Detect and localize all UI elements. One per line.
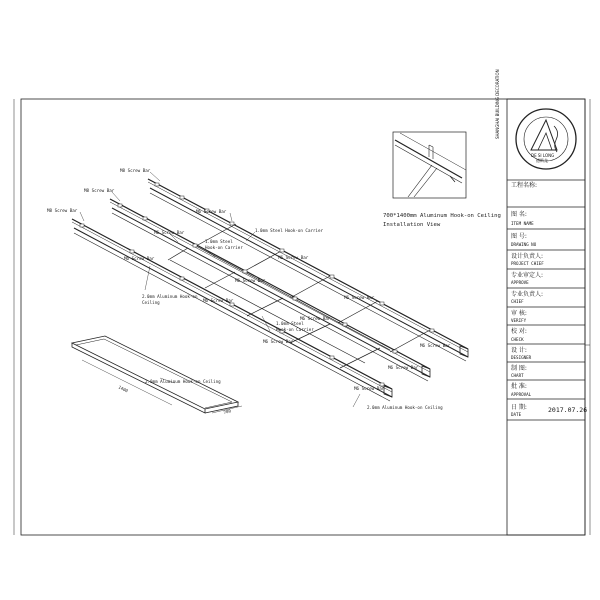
label-steel-carrier-low-l2: Hook-on Carrier (276, 327, 314, 332)
tb-item-name-cn: 图 名: (511, 211, 527, 218)
label-m6-screw-bar-12: M6 Screw Bar (354, 386, 385, 391)
label-m6-screw-bar-4: M6 Screw Bar (278, 255, 309, 260)
tb-project-chief-en: PROJECT CHIEF (511, 261, 544, 266)
label-m6-screw-bar-9: M6 Screw Bar (263, 339, 294, 344)
tb-verify-cn: 审 核: (511, 310, 527, 317)
label-aluminum-ceiling-l2: Ceiling (142, 300, 160, 305)
label-aluminum-ceiling-l1: 2.0mm Aluminum Hook-on (142, 294, 198, 299)
title-block (507, 99, 588, 535)
tb-chief-cn: 专业负责人: (511, 291, 544, 298)
detail-inset (393, 132, 466, 198)
tb-chart-en: CHART (511, 373, 524, 378)
label-m6-screw-bar-11: M6 Screw Bar (388, 365, 419, 370)
label-steel-carrier-low-l1: 1.0mm Steel (276, 321, 304, 326)
tb-designer-cn: 设 计: (511, 347, 527, 354)
tb-project-name: 工程名称: (511, 182, 538, 189)
aluminum-panel (72, 336, 238, 413)
drawing-title-line2: Installation View (383, 222, 441, 228)
tb-approve-cn: 专业审定人: (511, 272, 544, 279)
tb-date-en: DATE (511, 412, 522, 417)
tb-verify-en: VERIFY (511, 318, 527, 323)
dim-length-label: 1400 (117, 384, 129, 394)
label-steel-carrier-mid-l2: Hook-on Carrier (205, 245, 243, 250)
tb-drawing-no-cn: 图 号: (511, 233, 527, 240)
label-steel-carrier-mid-l1: 1.0mm Steel (205, 239, 233, 244)
tb-chart-cn: 制 图: (511, 365, 527, 372)
label-m6-screw-bar-1: M6 Screw Bar (196, 209, 227, 214)
label-m6-screw-bar-3: M6 Screw Bar (124, 256, 155, 261)
tb-chief-en: CHIEF (511, 299, 524, 304)
logo-name-en: DE SI LONG (531, 153, 555, 158)
drawing-title-line1: 700*1400mm Aluminum Hook-on Ceiling (383, 213, 501, 219)
label-m8-screw-bar-mid: M8 Screw Bar (84, 188, 115, 193)
label-m6-screw-bar-6: M6 Screw Bar (203, 298, 234, 303)
tb-project-chief-cn: 设计负责人: (511, 253, 544, 260)
label-m6-screw-bar-8: M6 Screw Bar (300, 316, 331, 321)
tb-item-name-en: ITEM NAME (511, 221, 534, 226)
label-steel-carrier-top: 1.0mm Steel Hook-on Carrier (255, 228, 324, 233)
tb-drawing-no-en: DRAWING NO (511, 242, 537, 247)
tb-designer-en: DESIGNER (511, 355, 532, 360)
end-brackets (384, 346, 468, 397)
tb-check-cn: 校 对: (511, 328, 527, 335)
tb-date-cn: 日 期: (511, 404, 527, 411)
label-m6-screw-bar-10: M6 Screw Bar (420, 343, 451, 348)
label-m6-screw-bar-5: M6 Screw Bar (235, 278, 266, 283)
tb-date-value: 2017.07.26 (548, 406, 588, 414)
tb-approval-en: APPROVAL (511, 392, 532, 397)
tb-approve-en: APPROVE (511, 280, 529, 285)
label-aluminum-ceiling-bottom: 2.0mm Aluminum Hook-on Ceiling (367, 405, 443, 410)
label-m8-screw-bar-left: M8 Screw Bar (47, 208, 78, 213)
label-m6-screw-bar-2: M6 Screw Bar (154, 230, 185, 235)
logo-ring-text: SHANGHAI BUILDING DECORATION (495, 69, 500, 139)
label-m8-screw-bar-top: M8 Screw Bar (120, 168, 151, 173)
tb-check-en: CHECK (511, 337, 524, 342)
dim-width-label: 700 (222, 408, 232, 415)
logo-name-cn: 德斯龙 (536, 158, 548, 163)
label-aluminum-ceiling-panel: 2.0mm Aluminum Hook-on Ceiling (145, 379, 221, 384)
label-m6-screw-bar-7: M6 Screw Bar (344, 295, 375, 300)
tb-approval-cn: 批 准: (511, 383, 527, 390)
